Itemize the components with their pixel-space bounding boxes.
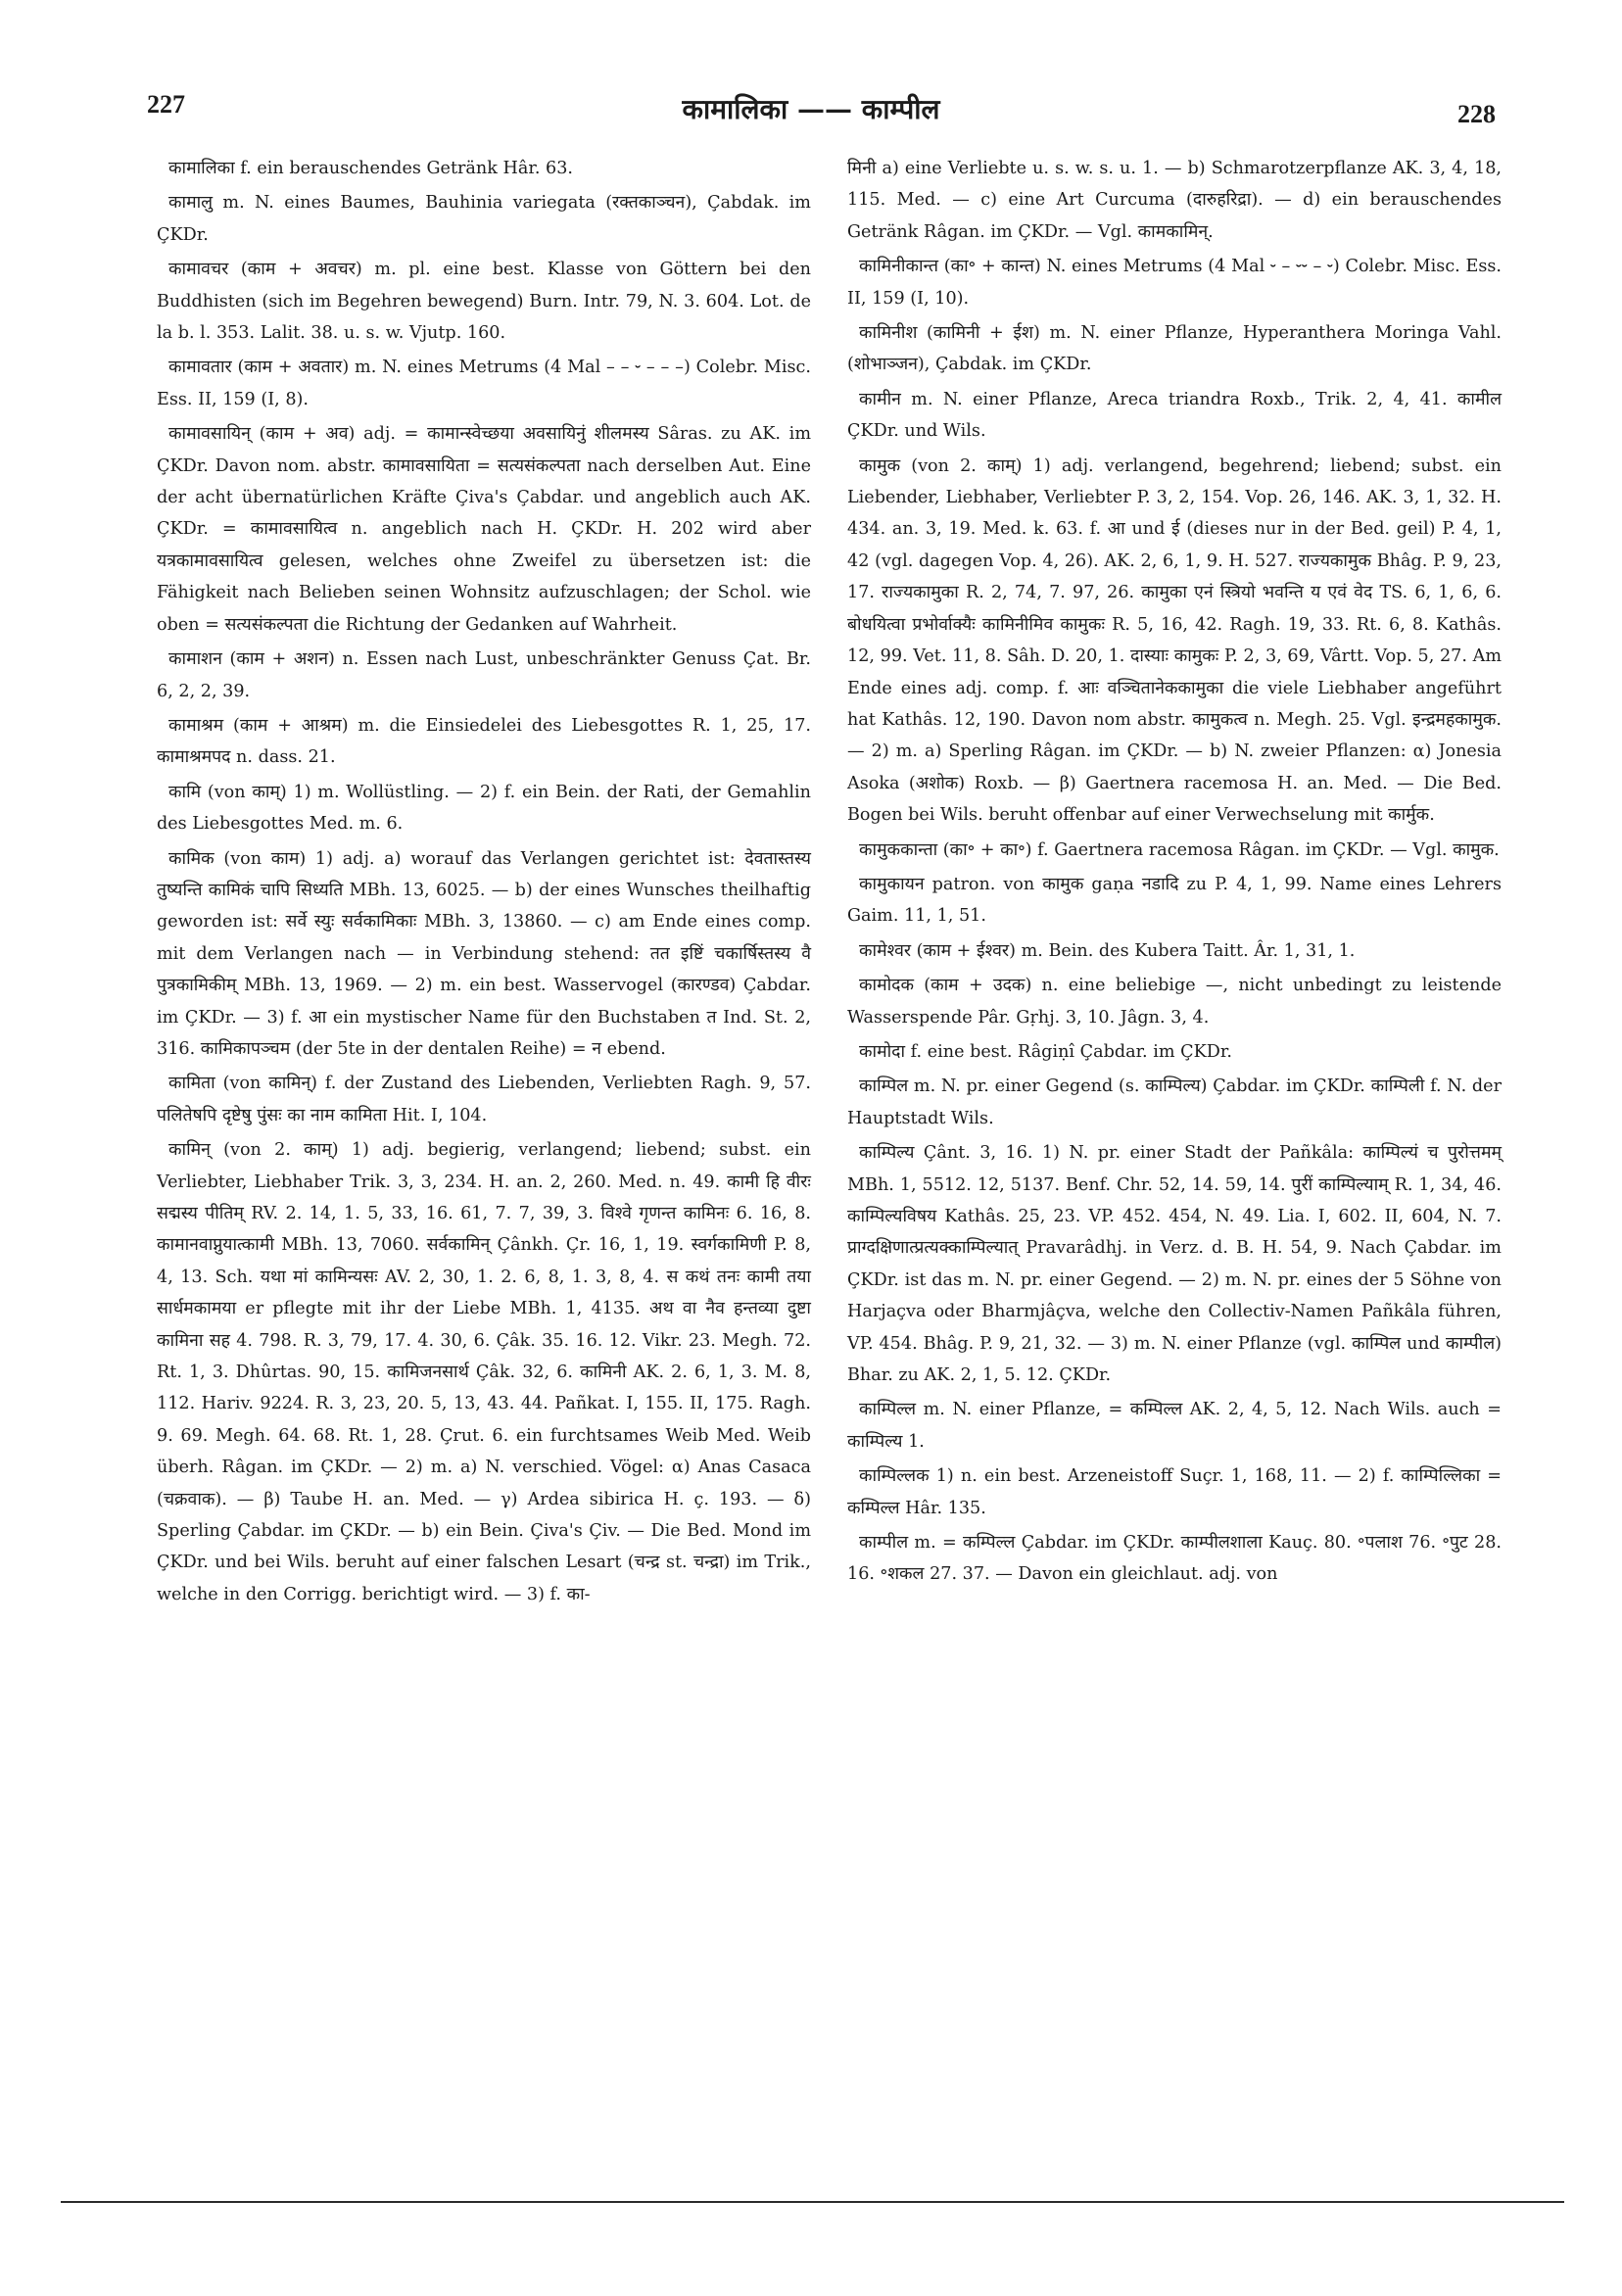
entry: काम्पील m. = कम्पिल्ल Çabdar. im ÇKDr. काम्पीलशाला Kauç. 80. ॰पलाश 76. ॰पुट 28. 16. ॰शकल 27. 37. — Davon ein gleichlaut. adj. von: [847, 1533, 1502, 1585]
entry: कामि (von काम्) 1) m. Wollüstling. — 2) f. ein Bein. der Rati, der Gemahlin des Liebesgottes Med. m. 6.: [157, 782, 811, 835]
page-number-left: 227: [147, 90, 185, 119]
entry: कामिक (von काम) 1) adj. a) worauf das Verlangen gerichtet ist: देवतास्तस्य तुष्यन्ति कामिकं चापि सिध्यति MBh. 13, 6025. — b) der eines Wunsches theilhaftig geworden ist: सर्वे स्युः सर्वकामिकाः MBh. 3, 13860. — c) am Ende eines comp. mit dem Verlangen nach — in Verbindung stehend: तत इष्टिं चकार्षिस्तस्य वै पुत्रकामिकीम् MBh. 13, 1969. — 2) m. ein best. Wasservogel (कारण्डव) Çabdar. im ÇKDr. — 3) f. आ ein mystischer Name für den Buchstaben त Ind. St. 2, 316. कामिकापञ्चम (der 5te in der dentalen Reihe) = न ebend.: [157, 848, 811, 1059]
entry: कामुकायन patron. von कामुक gaṇa नडादि zu P. 4, 1, 99. Name eines Lehrers Gaim. 11, 1, 51.: [847, 874, 1502, 927]
entry: कामुक (von 2. काम्) 1) adj. verlangend, begehrend; liebend; subst. ein Liebender, Liebhaber, Verliebter P. 3, 2, 154. Vop. 26, 146. AK. 3, 1, 32. H. 434. an. 3, 19. Med. k. 63. f. आ und ई (dieses nur in der Bed. geil) P. 4, 1, 42 (vgl. dagegen Vop. 4, 26). AK. 2, 6, 1, 9. H. 527. राज्यकामुक Bhâg. P. 9, 23, 17. राज्यकामुका R. 2, 74, 7. 97, 26. कामुका एनं स्त्रियो भवन्ति य एवं वेद TS. 6, 1, 6, 6. बोधयित्वा प्रभोर्वाक्यैः कामिनीमिव कामुकः R. 5, 16, 42. Ragh. 19, 33. Rt. 6, 8. Kathâs. 12, 99. Vet. 11, 8. Sâh. D. 20, 1. दास्याः कामुकः P. 2, 3, 69, Vârtt. Vop. 5, 27. Am Ende eines adj. comp. f. आः वञ्चितानेककामुका die viele Liebhaber angeführt hat Kathâs. 12, 190. Davon nom abstr. कामुकत्व n. Megh. 25. Vgl. इन्द्रमहकामुक. — 2) m. a) Sperling Râgan. im ÇKDr. — b) N. zweier Pflanzen: α) Jonesia Asoka (अशोक) Roxb. — β) Gaertnera racemosa H. an. Med. — Die Bed. Bogen bei Wils. beruht offenbar auf einer Verwechselung mit कार्मुक.: [847, 455, 1502, 826]
entry: कामिता (von कामिन्) f. der Zustand des Liebenden, Verliebten Ragh. 9, 57. पलितेषपि दृष्टेषु पुंसः का नाम कामिता Hit. I, 104.: [157, 1074, 811, 1125]
entry: कामिनीश (कामिनी + ईश) m. N. einer Pflanze, Hyperanthera Moringa Vahl. (शोभाञ्जन), Çabdak. im ÇKDr.: [847, 323, 1502, 375]
footer-rule: [61, 2201, 1564, 2203]
entry: काम्पिल्लक 1) n. ein best. Arzeneistoff Suçr. 1, 168, 11. — 2) f. काम्पिल्लिका = कम्पिल्ल Hâr. 135.: [847, 1466, 1502, 1518]
running-title: कामालिका —— काम्पील: [682, 93, 940, 125]
entry: कामालु m. N. eines Baumes, Bauhinia variegata (रक्तकाञ्चन), Çabdak. im ÇKDr.: [157, 193, 811, 245]
entry: कामोदा f. eine best. Râgiṇî Çabdar. im ÇKDr.: [859, 1041, 1232, 1062]
entry: कामेश्वर (काम + ईश्वर) m. Bein. des Kubera Taitt. Âr. 1, 31, 1.: [859, 940, 1356, 961]
entry: कामिन् (von 2. काम्) 1) adj. begierig, verlangend; liebend; subst. ein Verliebter, Liebhaber Trik. 3, 3, 234. H. an. 2, 260. Med. n. 49. कामी हि वीरः सद्मस्य पीतिम् RV. 2. 14, 1. 5, 33, 16. 61, 7. 7, 39, 3. विश्वे गृणन्त कामिनः 6. 16, 8. कामानवाप्नुयात्कामी MBh. 13, 7060. सर्वकामिन् Çânkh. Çr. 16, 1, 19. स्वर्गकामिणी P. 8, 4, 13. Sch. यथा मां कामिन्यसः AV. 2, 30, 1. 2. 6, 8, 1. 3, 8, 4. स कथं तनः कामी तया सार्धमकामया er pflegte mit ihr der Liebe MBh. 1, 4135. अथ वा नैव हन्तव्या दुष्टा कामिना सह 4. 798. R. 3, 79, 17. 4. 30, 6. Çâk. 35. 16. 12. Vikr. 23. Megh. 72. Rt. 1, 3. Dhûrtas. 90, 15. कामिजनसार्थ Çâk. 32, 6. कामिनी AK. 2. 6, 1, 3. M. 8, 112. Hariv. 9224. R. 3, 23, 20. 5, 13, 43. 44. Pañkat. I, 155. II, 175. Ragh. 9. 69. Megh. 64. 68. Rt. 1, 28. Çrut. 6. ein furchtsames Weib Med. Weib überh. Râgan. im ÇKDr. — 2) m. a) N. verschied. Vögel: α) Anas Casaca (चक्रवाक). — β) Taube H. an. Med. — γ) Ardea sibirica H. ç. 193. — δ) Sperling Çabdar. im ÇKDr. — b) ein Bein. Çiva's Çiv. — Die Bed. Mond im ÇKDr. und bei Wils. beruht auf einer falschen Lesart (चन्द्र st. चन्द्रा) im Trik., welche in den Corrigg. berichtigt wird. — 3) f. का-: [157, 1140, 811, 1604]
entry: काम्पिल्ल m. N. einer Pflanze, = कम्पिल्ल AK. 2, 4, 5, 12. Nach Wils. auch = काम्पिल्य 1.: [847, 1400, 1502, 1452]
entry: काम्पिल्य Çânt. 3, 16. 1) N. pr. einer Stadt der Pañkâla: काम्पिल्यं च पुरोत्तमम् MBh. 1, 5512. 12, 5137. Benf. Chr. 52, 14. 59, 14. पुरीं काम्पिल्याम् R. 1, 34, 46. काम्पिल्यविषय Kathâs. 25, 23. VP. 452. 454, N. 49. Lia. I, 602. II, 604, N. 7. प्राग्दक्षिणात्प्रत्यक्काम्पिल्यात् Pravarâdhj. in Verz. d. B. H. 54, 9. Nach Çabdar. im ÇKDr. ist das m. N. pr. einer Gegend. — 2) m. N. pr. eines der 5 Söhne von Harjaçva oder Bharmjâçva, welche den Collectiv-Namen Pañkâla führen, VP. 454. Bhâg. P. 9, 21, 32. — 3) m. N. einer Pflanze (vgl. काम्पिल und काम्पील) Bhar. zu AK. 2, 1, 5. 12. ÇKDr.: [847, 1143, 1502, 1386]
entry: कामोदक (काम + उदक) n. eine beliebige —, nicht unbedingt zu leistende Wasserspende Pâr. Gṛhj. 3, 10. Jâgn. 3, 4.: [847, 976, 1502, 1028]
page-header: [0, 90, 1622, 139]
page-number-right: 228: [1457, 100, 1496, 128]
entry: कामाशन (काम + अशन) n. Essen nach Lust, unbeschränkter Genuss Çat. Br. 6, 2, 2, 39.: [157, 649, 811, 701]
entry: कामिनीकान्त (का॰ + कान्त) N. eines Metrums (4 Mal ⏑ – ⏑⏑ – ⏑) Colebr. Misc. Ess. II, 159 (I, 10).: [847, 257, 1502, 309]
entry: कामाश्रम (काम + आश्रम) m. die Einsiedelei des Liebesgottes R. 1, 25, 17. कामाश्रमपद n. dass. 21.: [157, 715, 811, 768]
entry: कामुककान्ता (का॰ + का॰) f. Gaertnera racemosa Râgan. im ÇKDr. — Vgl. कामुक.: [859, 839, 1500, 860]
entry: कामावतार (काम + अवतार) m. N. eines Metrums (4 Mal – – ⏑ – – –) Colebr. Misc. Ess. II, 159 (I, 8).: [157, 358, 811, 409]
entry: कामीन m. N. einer Pflanze, Areca triandra Roxb., Trik. 2, 4, 41. कामील ÇKDr. und Wils.: [847, 389, 1502, 442]
entry: कामालिका f. ein berauschendes Getränk Hâr. 63.: [168, 159, 573, 178]
entry: कामावसायिन् (काम + अव) adj. = कामान्स्वेच्छया अवसायिनुं शीलमस्य Sâras. zu AK. im ÇKDr. Davon nom. abstr. कामावसायिता = सत्यसंकल्पता nach derselben Aut. Eine der acht übernatürlichen Kräfte Çiva's Çabdar. und angeblich auch AK. ÇKDr. = कामावसायित्व n. angeblich nach H. ÇKDr. H. 202 wird aber यत्रकामावसायित्व gelesen, welches ohne Zweifel zu übersetzen ist: die Fähigkeit nach Belieben seinen Wohnsitz aufzuschlagen; der Schol. wie oben = सत्यसंकल्पता die Richtung der Gedanken auf Wahrheit.: [157, 424, 811, 635]
right-column: [847, 153, 1502, 1594]
entry: काम्पिल m. N. pr. einer Gegend (s. काम्पिल्य) Çabdar. im ÇKDr. काम्पिली f. N. der Hauptstadt Wils.: [847, 1076, 1502, 1128]
left-column: [157, 153, 811, 1613]
entry: कामावचर (काम + अवचर) m. pl. eine best. Klasse von Göttern bei den Buddhisten (sich im Begehren bewegend) Burn. Intr. 79, N. 3. 604. Lot. de la b. l. 353. Lalit. 38. u. s. w. Vjutp. 160.: [157, 260, 811, 344]
entry: मिनी a) eine Verliebte u. s. w. s. u. 1. — b) Schmarotzerpflanze AK. 3, 4, 18, 115. Med. — c) eine Art Curcuma (दारुहरिद्रा). — d) ein berauschendes Getränk Râgan. im ÇKDr. — Vgl. कामकामिन्.: [847, 159, 1502, 242]
